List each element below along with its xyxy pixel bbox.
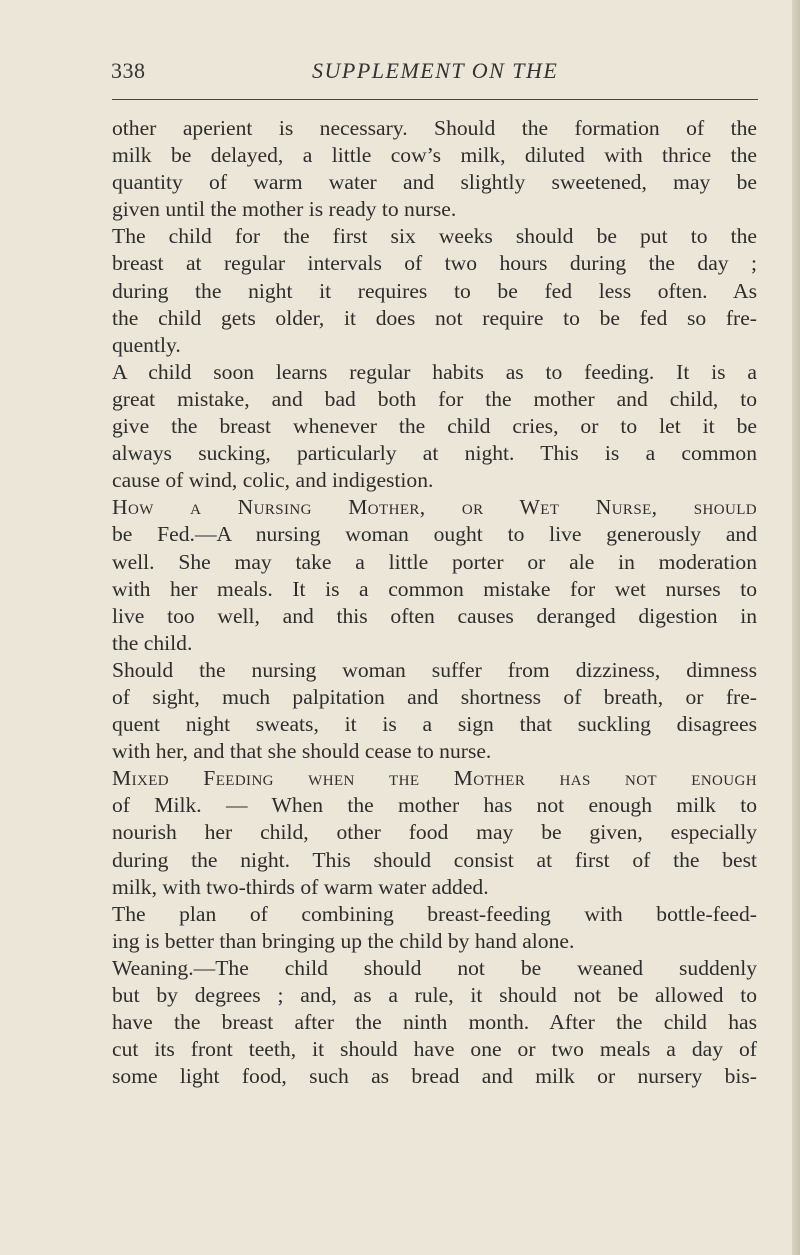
- section-heading-line: Mixed Feeding when the Mother has not enough: [112, 766, 757, 791]
- text-line: well. She may take a little porter or ale in moderation: [112, 549, 757, 574]
- text-line: milk, with two-thirds of warm water added.: [112, 874, 489, 899]
- header-rule: [112, 99, 758, 100]
- page-edge-shadow: [792, 0, 800, 1255]
- text-line: the child.: [112, 630, 193, 655]
- text-line: cut its front teeth, it should have one or two meals a day of: [112, 1037, 757, 1062]
- text-line: have the breast after the ninth month. After the child has: [112, 1010, 757, 1035]
- text-line: quent night sweats, it is a sign that suckling disagrees: [112, 712, 757, 737]
- text-line: live too well, and this often causes deranged digestion in: [112, 603, 757, 628]
- text-line: quantity of warm water and slightly sweetened, may be: [112, 170, 757, 195]
- text-line: milk be delayed, a little cow’s milk, diluted with thrice the: [112, 143, 757, 168]
- text-line: The child for the first six weeks should be put to the: [112, 224, 757, 249]
- text-line: other aperient is necessary. Should the formation of the: [112, 116, 757, 140]
- text-line: with her meals. It is a common mistake for wet nurses to: [112, 576, 757, 601]
- text-line: Should the nursing woman suffer from dizziness, dimness: [112, 657, 757, 682]
- text-line: nourish her child, other food may be given, especially: [112, 820, 757, 845]
- text-line: with her, and that she should cease to nurse.: [112, 739, 492, 764]
- running-head: SUPPLEMENT ON THE: [312, 58, 559, 83]
- text-line: of Milk. — When the mother has not enough milk to: [112, 793, 757, 818]
- text-line: given until the mother is ready to nurse.: [112, 197, 457, 222]
- text-line: The plan of combining breast-feeding with bottle-feed-: [112, 901, 757, 926]
- text-line: some light food, such as bread and milk or nursery bis-: [112, 1064, 757, 1089]
- text-line: cause of wind, colic, and indigestion.: [112, 468, 434, 493]
- text-line: be Fed.—A nursing woman ought to live generously and: [112, 522, 757, 547]
- text-line: the child gets older, it does not require to be fed so fre-: [112, 305, 757, 330]
- section-heading-line: Weaning.—The child should not be weaned suddenly: [112, 955, 757, 980]
- text-line: during the night it requires to be fed less often. As: [112, 278, 757, 303]
- text-line: A child soon learns regular habits as to feeding. It is a: [112, 359, 757, 384]
- text-line: ing is better than bringing up the child by hand alone.: [112, 928, 575, 953]
- page-number: 338: [111, 58, 146, 83]
- text-line: give the breast whenever the child cries, or to let it be: [112, 414, 757, 439]
- text-line: but by degrees ; and, as a rule, it should not be allowed to: [112, 983, 757, 1007]
- text-line: during the night. This should consist at first of the best: [112, 847, 757, 872]
- body-text: [112, 115, 772, 1090]
- text-line: quently.: [112, 332, 181, 357]
- text-line: of sight, much palpitation and shortness of breath, or fre-: [112, 684, 757, 709]
- text-line: great mistake, and bad both for the mother and child, to: [112, 386, 757, 411]
- text-line: breast at regular intervals of two hours during the day ;: [112, 251, 757, 276]
- section-heading-line: How a Nursing Mother, or Wet Nurse, should: [112, 495, 757, 520]
- page-header: [0, 58, 800, 88]
- text-line: always sucking, particularly at night. This is a common: [112, 441, 757, 466]
